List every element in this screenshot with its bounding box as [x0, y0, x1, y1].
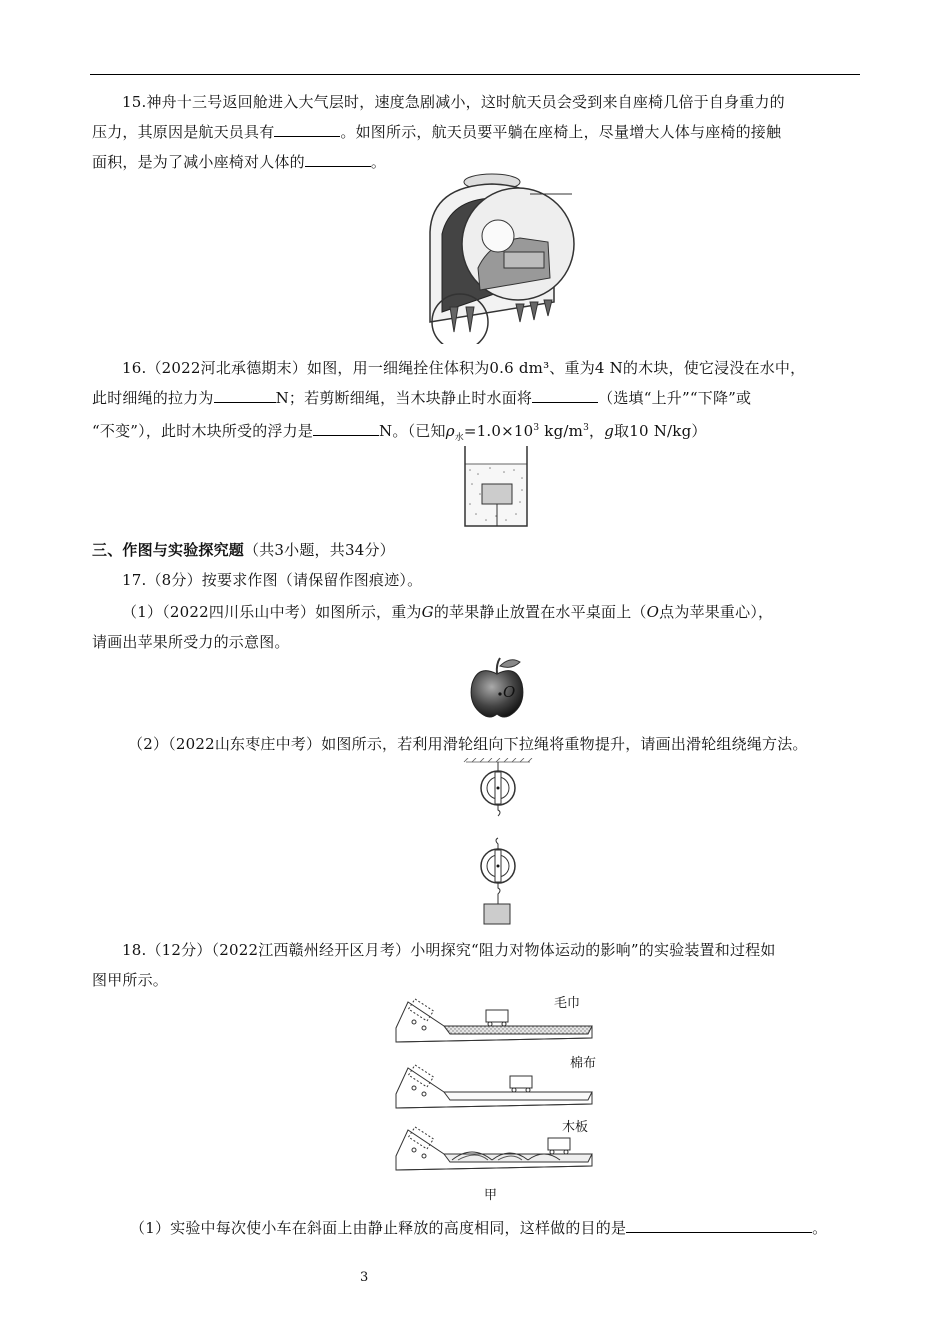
surface-label-cotton: 棉布: [570, 1056, 597, 1071]
q17-part1-line1: （1）（2022四川乐山中考）如图所示，重为G的苹果静止放置在水平桌面上（O点为苹果重心），: [122, 603, 774, 621]
q18-part1: （1）实验中每次使小车在斜面上由静止释放的高度相同，这样做的目的是 。: [130, 1219, 828, 1237]
answer-blank[interactable]: [274, 122, 340, 137]
apple-figure: [466, 656, 528, 720]
q16-line3: “不变”），此时木块所受的浮力是 N。（已知$\rho_水=1.0\times 10^3$ $kg/m^3$，g取10 N/kg）: [92, 422, 707, 443]
q17-part1-line2: 请画出苹果所受力的示意图。: [92, 633, 290, 651]
q18-line2: 图甲所示。: [92, 971, 169, 989]
ramp-experiment-figure: [392, 994, 604, 1180]
q15-line2: 压力，其原因是航天员具有 。如图所示，航天员要平躺在座椅上，尽量增大人体与座椅的接触: [92, 123, 782, 141]
beaker-wood-block-figure: [460, 444, 532, 530]
return-capsule-figure: [420, 172, 580, 344]
section3-heading: 三、作图与实验探究题（共3小题，共34分）: [92, 541, 395, 559]
answer-blank[interactable]: [626, 1218, 812, 1233]
q17-intro: 17.（8分）按要求作图（请保留作图痕迹）。: [122, 571, 423, 589]
surface-label-wood: 木板: [562, 1120, 589, 1135]
page-number: 3: [360, 1270, 369, 1285]
q15-line3: 面积，是为了减小座椅对人体的 。: [92, 153, 387, 171]
pulley-system-figure: [462, 758, 534, 928]
q16-line2: 此时细绳的拉力为 N；若剪断细绳，当木块静止时水面将 （选填“上升”“下降”或: [92, 389, 752, 407]
answer-blank[interactable]: [532, 388, 598, 403]
answer-blank[interactable]: [214, 388, 276, 403]
figure-caption: 甲: [484, 1188, 498, 1203]
apple-center-label: O: [503, 683, 516, 701]
ramp-row-cotton: [396, 1065, 592, 1108]
q15-line1: 15.神舟十三号返回舱进入大气层时，速度急剧减小，这时航天员会受到来自座椅几倍于自身重力的: [122, 93, 785, 111]
header-rule: [90, 74, 860, 75]
surface-label-towel: 毛巾: [554, 996, 581, 1011]
q18-line1: 18.（12分）（2022江西赣州经开区月考）小明探究“阻力对物体运动的影响”的实验装置和过程如: [122, 941, 776, 959]
q17-part2: （2）（2022山东枣庄中考）如图所示，若利用滑轮组向下拉绳将重物提升，请画出滑轮组绕绳方法。: [128, 735, 808, 753]
answer-blank[interactable]: [313, 421, 379, 436]
answer-blank[interactable]: [305, 152, 371, 167]
q16-line1: 16.（2022河北承德期末）如图，用一细绳拴住体积为0.6 dm³、重为4 N的木块，使它浸没在水中，: [122, 359, 806, 377]
